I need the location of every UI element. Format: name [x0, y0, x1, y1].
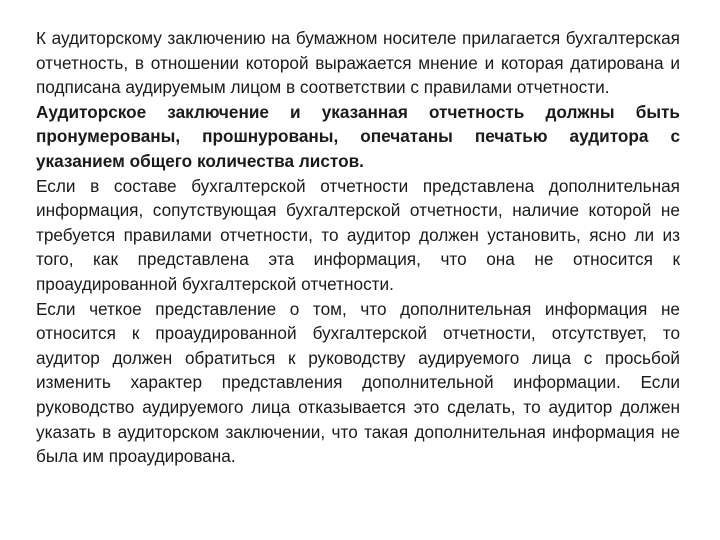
paragraph-attachment-requirement: К аудиторскому заключению на бумажном носителе прилагается бухгалтерская отчетность, в отношении которой выражается мнение и которая датирована и подписана аудируемым лицом в соответствии с правилами отчетности. — [36, 28, 680, 98]
paragraph-management-request: Если четкое представление о том, что дополнительная информация не относится к проаудированной бухгалтерской отчетности, отсутствует, то аудитор должен обратиться к руководству аудируемого лица с просьбой изменить характер представления дополнительной информации. Если руководство аудируемого лица отказывается это сделать, то аудитор должен указать в аудиторском заключении, что такая дополнительная информация не была им проаудирована. — [36, 298, 680, 467]
paragraph-numbering-requirement: Аудиторское заключение и указанная отчетность должны быть пронумерованы, прошнурованы, опечатаны печатью аудитора с указанием общего количества листов. — [36, 101, 680, 171]
slide-text-body — [36, 26, 680, 516]
paragraph-additional-information: Если в составе бухгалтерской отчетности представлена дополнительная информация, сопутствующая бухгалтерской отчетности, наличие которой не требуется правилами отчетности, то аудитор должен установить, ясно ли из того, как представлена эта информация, что она не относится к проаудированной бухгалтерской отчетности. — [36, 175, 680, 294]
